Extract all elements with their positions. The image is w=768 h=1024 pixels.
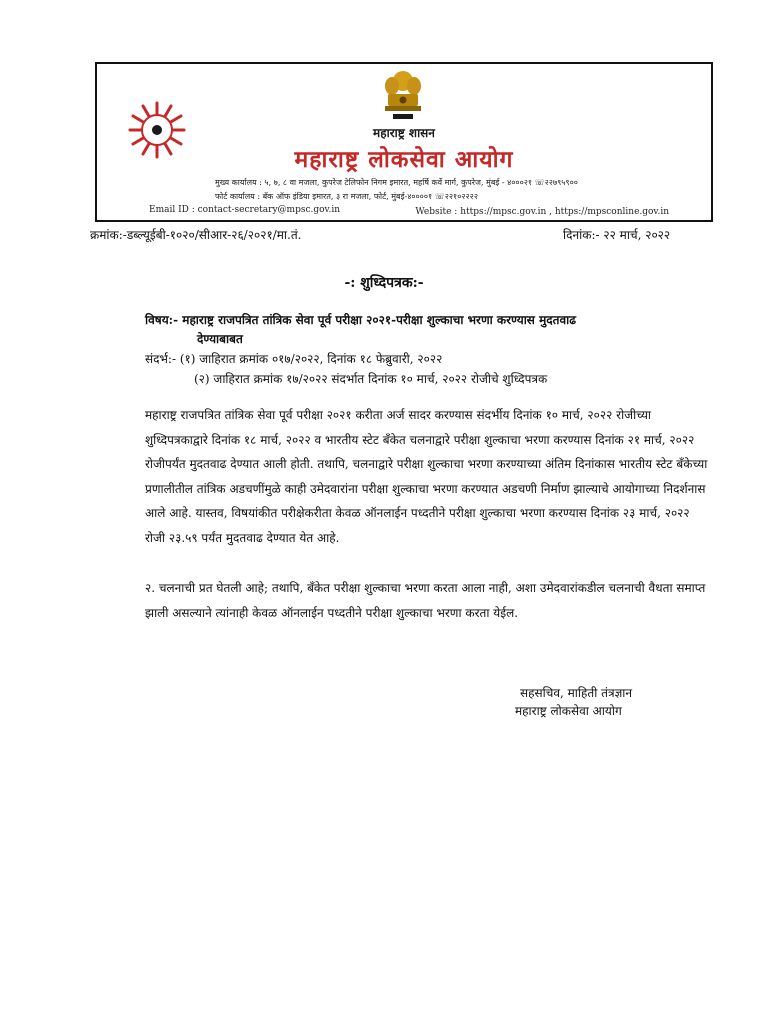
reference-1: संदर्भ:- (१) जाहिरात क्रमांक ०१७/२०२२, दिनांक १८ फेब्रुवारी, २०२२ [145, 352, 443, 366]
national-emblem-icon [375, 68, 431, 128]
body-paragraph-1: महाराष्ट्र राजपत्रित तांत्रिक सेवा पूर्व परीक्षा २०२१ करीता अर्ज सादर करण्यास संदर्भीय दिनांक १० मार्च, २०२२ रोजीच्या शुध्दिपत्रकाद्वारे दिनांक १८ मार्च, २०२२ व भारतीय स्टेट बँकेत चलनाद्वारे परीक्षा शुल्काचा भरणा करण्यास दिनांक २१ मार्च, २०२२ रोजीपर्यंत मुदतवाढ देण्यात आली होती. तथापि, चलनाद्वारे परीक्षा शुल्काचा भरणा करण्याच्या अंतिम दिनांकास भारतीय स्टेट बँकेच्या प्रणालीतील तांत्रिक अडचणींमुळे काही उमेदवारांना परीक्षा शुल्काचा भरणा करण्यात अडचणी निर्माण झाल्याचे आयोगाच्या निदर्शनास आले आहे. यास्तव, विषयांकीत परीक्षेकरीता केवळ ऑनलाईन पध्दतीने परीक्षा शुल्काचा भरणा करण्यास दिनांक २३ मार्च, २०२२ रोजी २३.५९ पर्यंत मुदतवाढ देण्यात येत आहे. [145, 408, 708, 545]
reference-2: (२) जाहिरात क्रमांक १७/२०२२ संदर्भात दिनांक १० मार्च, २०२२ रोजीचे शुध्दिपत्रक [194, 372, 548, 386]
subject-line-2: देण्याबाबत [197, 332, 243, 346]
subject-line-1: विषय:- महाराष्ट्र राजपत्रित तांत्रिक सेवा पूर्व परीक्षा २०२१-परीक्षा शुल्काचा भरणा करण्यास मुदतवाढ [145, 313, 577, 327]
reference-number: क्रमांक:-डब्ल्यूईबी-१०२०/सीआर-२६/२०२१/मा.तं. [90, 228, 302, 242]
commission-name: महाराष्ट्र लोकसेवा आयोग [294, 146, 514, 173]
email-id: Email ID : contact-secretary@mpsc.gov.in [149, 205, 341, 215]
subject [145, 311, 705, 349]
signatory-organization: महाराष्ट्र लोकसेवा आयोग [515, 704, 622, 718]
fort-office-address: फोर्ट कार्यालय : बँक ऑफ इंडिया इमारत, ३ रा मजला, फोर्ट, मुंबई-४००००१ ☏२२१०२२२२ [215, 192, 478, 201]
corrigendum-title: -: शुध्दिपत्रक:- [344, 275, 424, 291]
signatory-title: सहसचिव, माहिती तंत्रज्ञान [520, 686, 633, 700]
body-paragraph-2: २. चलनाची प्रत घेतली आहे; तथापि, बँकेत परीक्षा शुल्काचा भरणा करता आला नाही, अशा उमेदवारांकडील चलनाची वैधता समाप्त झाली असल्याने त्यांनाही केवळ ऑनलाईन पध्दतीने परीक्षा शुल्काचा भरणा करता येईल. [145, 581, 706, 620]
website: Website : https://mpsc.gov.in , https://mpsconline.gov.in [415, 207, 669, 217]
main-office-address: मुख्य कार्यालय : ५, ७, ८ वा मजला, कुपरेज टेलिफोन निगम इमारत, महर्षि कर्वे मार्ग, कुपरेज, मुंबई - ४०००२१ ☏२२७९५९०० [215, 178, 578, 187]
government-name: महाराष्ट्र शासन [373, 126, 435, 140]
letter-date: दिनांक:- २२ मार्च, २०२२ [563, 228, 671, 242]
letterhead [95, 62, 713, 222]
